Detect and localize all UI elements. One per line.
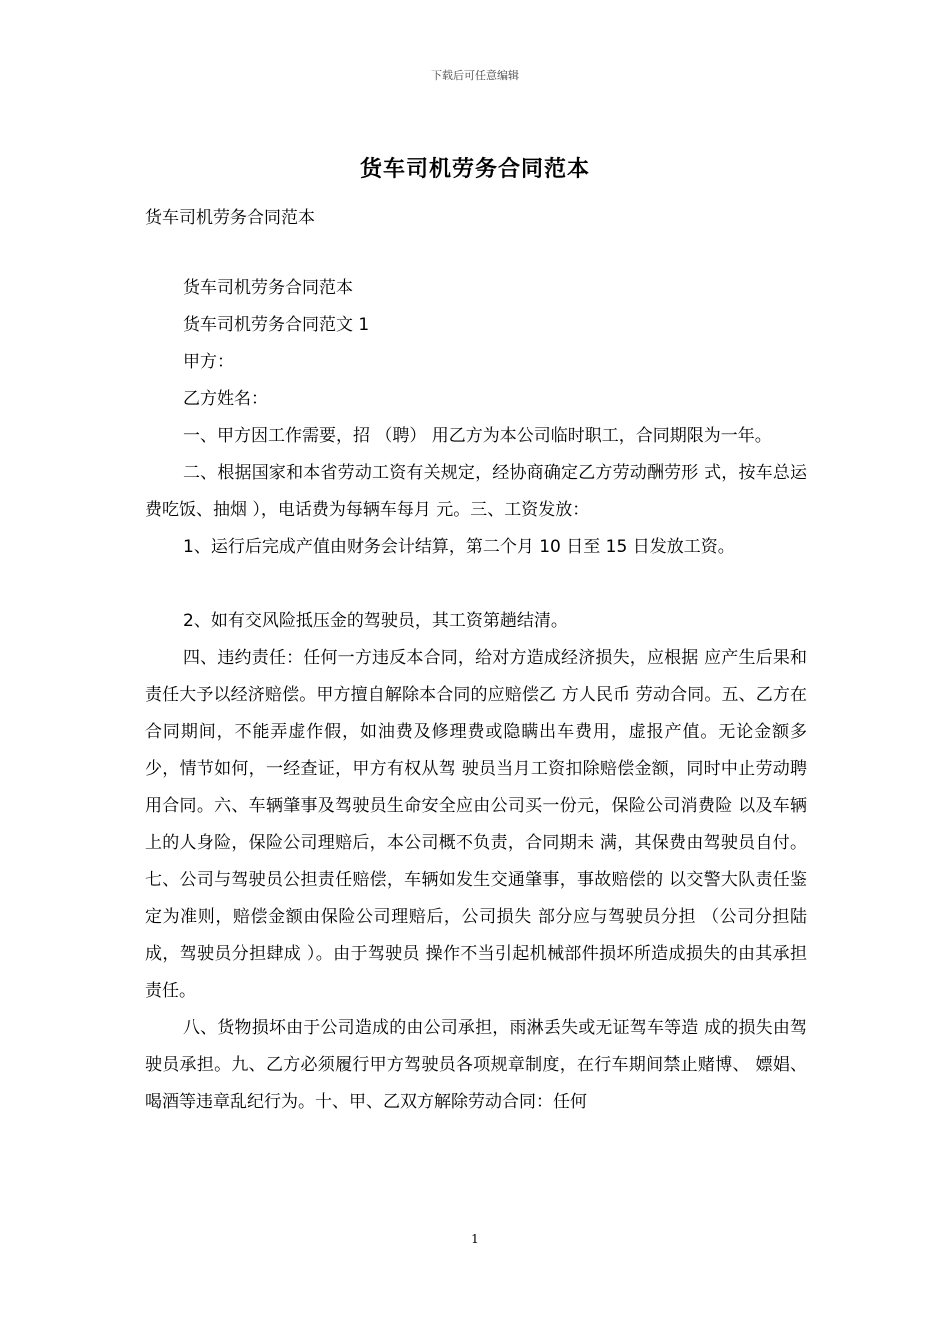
paragraph: 2、如有交风险抵压金的驾驶员，其工资第趟结清。 xyxy=(183,611,568,631)
paragraph: 货车司机劳务合同范文 1 xyxy=(183,315,370,335)
header-note: 下载后可任意编辑 xyxy=(431,69,519,82)
paragraph: 一、甲方因工作需要，招 （聘） 用乙方为本公司临时职工，合同期限为一年。 xyxy=(183,426,772,446)
document-subtitle: 货车司机劳务合同范本 xyxy=(145,208,315,228)
paragraph: 乙方姓名： xyxy=(183,389,268,409)
paragraph: 甲方： xyxy=(183,352,234,372)
document-body xyxy=(145,270,807,1121)
paragraph: 货车司机劳务合同范本 xyxy=(183,278,353,298)
paragraph: 二、根据国家和本省劳动工资有关规定，经协商确定乙方劳动酬劳形 式，按车总运费吃饭、抽烟 ），电话费为每辆车每月 元。三、工资发放： xyxy=(145,463,807,520)
paragraph: 八、货物损坏由于公司造成的由公司承担，雨淋丢失或无证驾车等造 成的损失由驾驶员承担。九、乙方必须履行甲方驾驶员各项规章制度，在行车期间禁止赌博、 嫖娼、喝酒等违章乱纪行为。十、甲、乙双方解除劳动合同：任何 xyxy=(145,1018,807,1112)
paragraph: 四、违约责任：任何一方违反本合同，给对方造成经济损失，应根据 应产生后果和责任大予以经济赔偿。甲方擅自解除本合同的应赔偿乙 方人民币 劳动合同。五、乙方在合同期间，不能弄虚作假，如油费及修理费或隐瞒出车费用，虚报产值。无论金额多少，情节如何，一经查证，甲方有权从驾 驶员当月工资扣除赔偿金额，同时中止劳动聘用合同。六、车辆肇事及驾驶员生命安全应由公司买一份元，保险公司消费险 以及车辆上的人身险，保险公司理赔后，本公司概不负责，合同期未 满，其保费由驾驶员自付。七、公司与驾驶员公担责任赔偿，车辆如发生交通肇事，事故赔偿的 以交警大队责任鉴定为准则，赔偿金额由保险公司理赔后，公司损失 部分应与驾驶员分担 （公司分担陆成，驾驶员分担肆成 ）。由于驾驶员 操作不当引起机械部件损坏所造成损失的由其承担责任。 xyxy=(145,648,807,1001)
page-number: 1 xyxy=(471,1232,479,1246)
paragraph: 1、运行后完成产值由财务会计结算，第二个月 10 日至 15 日发放工资。 xyxy=(183,537,735,557)
document-title: 货车司机劳务合同范本 xyxy=(359,157,590,182)
